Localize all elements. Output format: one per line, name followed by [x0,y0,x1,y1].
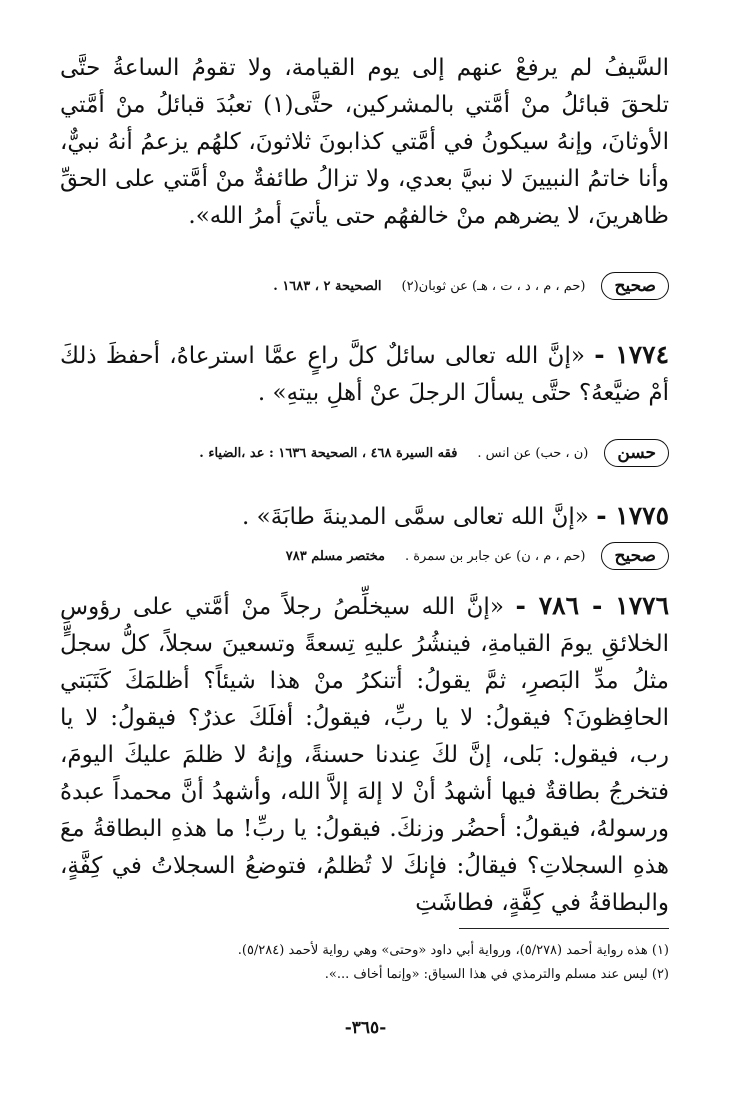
source-reference: مختصر مسلم ٧٨٣ [285,548,385,564]
source-reference: فقه السيرة ٤٦٨ ، الصحيحة ١٦٣٦ : عد ،الضياء . [199,445,458,461]
hadith-number: ١٧٧٥ - [596,501,669,530]
footnote-divider [459,928,669,929]
hadith-text: «إنَّ الله تعالى سائلٌ كلَّ راعٍ عمَّا استرعاهُ، أحفظَ ذلكَ أمْ ضيَّعهُ؟ حتَّى يسألَ الرجلَ عنْ أهلِ بيتهِ» . [60,343,669,406]
source-narrators: (ن ، حب) عن انس . [477,445,589,461]
source-narrators: (حم ، م ، ن) عن جابر بن سمرة . [404,548,586,564]
grade-badge: صحيح [601,272,669,300]
source-reference: الصحيحة ٢ ، ١٦٨٣ . [273,278,382,294]
hadith-text: «إنَّ الله تعالى سمَّى المدينةَ طابَةَ» . [242,504,589,530]
hadith-source-line [60,540,669,572]
hadith-source-line [60,270,669,302]
hadith-number: ١٧٧٦ - ٧٨٦ - [515,591,669,620]
page-number: -٣٦٥- [344,1018,387,1038]
footnote-2: (٢) ليس عند مسلم والترمذي في هذا السياق: «وإنما أخاف ...». [324,967,669,982]
hadith-1776 [60,587,669,922]
hadith-1775 [60,497,669,536]
footnote-1: (١) هذه رواية أحمد (٥/٢٧٨)، ورواية أبي داود «وحتى» وهي رواية لأحمد (٥/٢٨٤). [237,943,669,958]
source-narrators: (حم ، م ، د ، ت ، هـ) عن ثوبان(٢) [401,278,586,294]
hadith-source-line [60,437,669,469]
grade-badge: حسن [604,439,669,467]
hadith-text: «إنَّ الله سيخلِّصُ رجلاً منْ أمَّتي على رؤوسِ الخلائقِ يومَ القيامةِ، فينشُرُ عليهِ تِسعةً وتسعينَ سجلاً، كلُّ سجلٍّ مثلُ مدِّ البَصرِ، ثمَّ يقولُ: أتنكرُ منْ هذا شيئاً؟ أظلمَكَ كَتَبَتي الحافِظونَ؟ فيقولُ: لا يا ربِّ، فيقولُ: أفلَكَ عذرٌ؟ فيقولُ: لا يا رب، فيقول: بَلى، إنَّ لكَ عِندنا حسنةً، وإنهُ لا ظلمَ عليكَ اليومَ، فتخرجُ بطاقةٌ فيها أشهدُ أنْ لا إلهَ إلاَّ الله، وأشهدُ أنَّ محمداً عبدهُ ورسولهُ، فيقولُ: أحضُر وزنكَ. فيقولُ: يا ربِّ! ما هذهِ البطاقةُ معَ هذهِ السجلاتِ؟ فيقالُ: فإنكَ لا تُظلمُ، فتوضعُ السجلاتُ في كِفَّةٍ، والبطاقةُ في كِفَّةٍ، فطاشَتِ [60,594,669,916]
hadith-number: ١٧٧٤ - [594,340,669,369]
hadith-continuation-text: السَّيفُ لم يرفعْ عنهم إلى يوم القيامة، ولا تقومُ الساعةُ حتَّى تلحقَ قبائلُ منْ أمَّتي بالمشركين، حتَّى(١) تعبُدَ قبائلُ منْ أمَّتي الأوثانَ، وإنهُ سيكونُ في أمَّتي كذابونَ ثلاثونَ، كلهُم يزعمُ أنهُ نبيٌّ، وأنا خاتمُ النبيينَ لا نبيَّ بعدي، ولا تزالُ طائفةٌ منْ أمَّتي على الحقِّ ظاهرينَ، لا يضرهم منْ خالفهُم حتى يأتيَ أمرُ الله». [60,55,670,229]
hadith-1774 [60,336,669,412]
grade-badge: صحيح [601,542,669,570]
